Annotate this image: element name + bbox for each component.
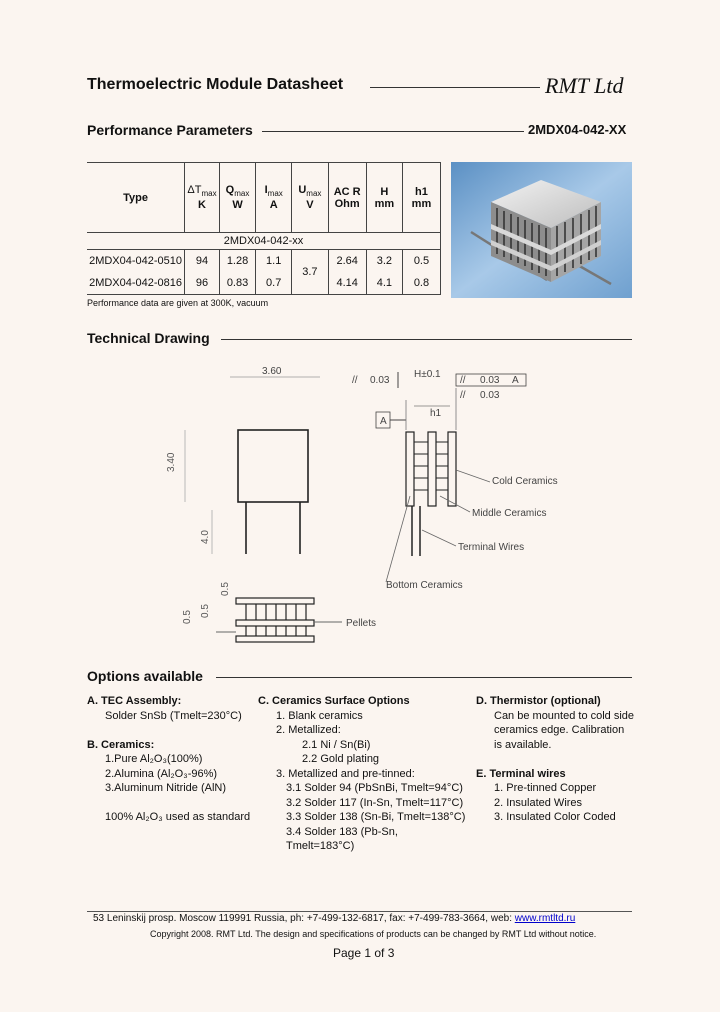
options-col-3 [476,694,646,825]
option-line: 2.2 Gold plating [302,753,380,765]
option-line: 1.Pure Al₂O₃(100%) [105,753,203,765]
cell-h: 3.2 [366,250,402,273]
col-dtmax: $\Delta T_{max}$ K [185,163,220,233]
option-line: Can be mounted to cold side [494,709,635,722]
label-middle-ceramics: Middle Ceramics [472,508,547,519]
front-view [166,430,308,554]
option-line: 3.2 Solder 117 (In-Sn, Tmelt=117°C) [286,796,464,809]
option-line: 3.1 Solder 94 (PbSnBi, Tmelt=94°C) [286,782,463,794]
dim-side: 3.40 [166,452,177,472]
col-qmax: $Q_{max}$ W [219,163,255,233]
dim-h: H±0.1 [414,369,441,380]
option-line: B. Ceramics: [87,738,155,751]
col-acr: AC R Ohm [328,163,366,233]
cell-umax: 3.7 [292,250,328,295]
performance-table [87,162,441,295]
cell-h1: 0.8 [402,273,440,295]
table-header-row [87,163,441,233]
cell-acr: 4.14 [328,273,366,295]
options-rule [216,677,632,678]
option-line [87,796,257,811]
options-col-1 [87,694,257,825]
col-h1: h1 mm [402,163,440,233]
option-line [476,752,646,767]
option-line: 3.4 Solder 183 (Pb-Sn, Tmelt=183°C) [286,825,398,852]
performance-note: Performance data are given at 300K, vacuum [87,298,269,308]
svg-text:A: A [512,375,519,386]
dim-h1: h1 [430,408,442,419]
cell-h: 4.1 [366,273,402,295]
dim-wire: 4.0 [200,530,211,544]
cell-acr: 2.64 [328,250,366,273]
brand-logo: RMT Ltd [545,73,624,98]
cell-type: 2MDX04-042-0816 [87,273,185,295]
product-photo [451,162,632,298]
top-width-dimension [230,366,320,377]
option-line: 1. Pre-tinned Copper [494,782,597,794]
document-title: Thermoelectric Module Datasheet [87,76,344,93]
header-rule [370,87,540,88]
option-line: 3. Metallized and pre-tinned: [276,767,415,780]
drawing-rule [221,339,632,340]
cell-dt: 96 [185,273,220,295]
col-type: Type [87,163,185,233]
tol-c: 0.03 [480,390,500,401]
footer-address: 53 Leninskij prosp. Moscow 119991 Russia, ph: +7-499-132-6817, fax: +7-499-783-3664, web: www.rmtltd.ru [93,913,576,924]
svg-text://: // [460,390,466,401]
page-number: Page 1 of 3 [333,946,395,960]
cell-dt: 94 [185,250,220,273]
datum-a: A [380,416,387,427]
option-line: 3.3 Solder 138 (Sn-Bi, Tmelt=138°C) [286,811,466,823]
option-line: is available. [494,738,552,751]
table-group-row [87,233,441,250]
option-line: 2.Alumina (Al₂O₃-96%) [105,767,218,780]
option-line: 2. Insulated Wires [494,796,583,809]
options-heading: Options available [87,668,203,684]
svg-text://: // [460,375,466,386]
option-line: C. Ceramics Surface Options [258,695,410,707]
dim-05a: 0.5 [220,582,231,596]
side-view [406,432,456,556]
col-imax: $I_{max}$ A [256,163,292,233]
footer-copyright: Copyright 2008. RMT Ltd. The design and specifications of products can be changed by RMT Ltd without notice. [150,929,597,939]
cell-i: 0.7 [256,273,292,295]
option-line: D. Thermistor (optional) [476,695,601,707]
tolerance-annotations [352,369,526,430]
performance-rule [262,131,524,132]
option-line: A. TEC Assembly: [87,695,182,707]
cell-i: 1.1 [256,250,292,273]
label-pellets: Pellets [346,618,377,629]
option-line: E. Terminal wires [476,767,566,780]
label-terminal-wires: Terminal Wires [458,542,525,553]
dim-05c: 0.5 [182,610,193,624]
cell-q: 0.83 [219,273,255,295]
option-line: 100% Al₂O₃ used as standard [105,811,251,823]
option-line: 2. Metallized: [276,724,341,736]
cell-h1: 0.5 [402,250,440,273]
model-code: 2MDX04-042-XX [528,122,627,137]
option-line: Solder SnSb (Tmelt=230°C) [105,709,242,722]
technical-drawing [150,360,570,660]
option-line: 2.1 Ni / Sn(Bi) [302,738,371,751]
col-h: H mm [366,163,402,233]
drawing-heading: Technical Drawing [87,330,210,346]
table-row [87,273,441,295]
dim-05b: 0.5 [200,604,211,618]
col-umax: $U_{max}$ V [292,163,328,233]
pellets-view [182,582,376,642]
footer-rule [87,911,632,912]
option-line: 3.Aluminum Nitride (AlN) [105,782,227,794]
tol-b: 0.03 [480,375,500,386]
svg-text://: // [352,375,358,386]
options-col-2 [258,694,468,854]
website-link[interactable]: www.rmtltd.ru [514,913,576,924]
label-bottom-ceramics: Bottom Ceramics [386,580,463,591]
group-label: 2MDX04-042-xx [87,233,441,250]
option-line: 1. Blank ceramics [276,709,363,722]
cell-q: 1.28 [219,250,255,273]
option-line: 3. Insulated Color Coded [494,811,616,823]
cell-type: 2MDX04-042-0510 [87,250,185,273]
table-row [87,250,441,273]
performance-heading: Performance Parameters [87,122,253,138]
dim-top: 3.60 [262,366,282,377]
option-line [87,723,257,738]
label-cold-ceramics: Cold Ceramics [492,476,558,487]
option-line: ceramics edge. Calibration [494,724,625,736]
tol-a: 0.03 [370,375,390,386]
